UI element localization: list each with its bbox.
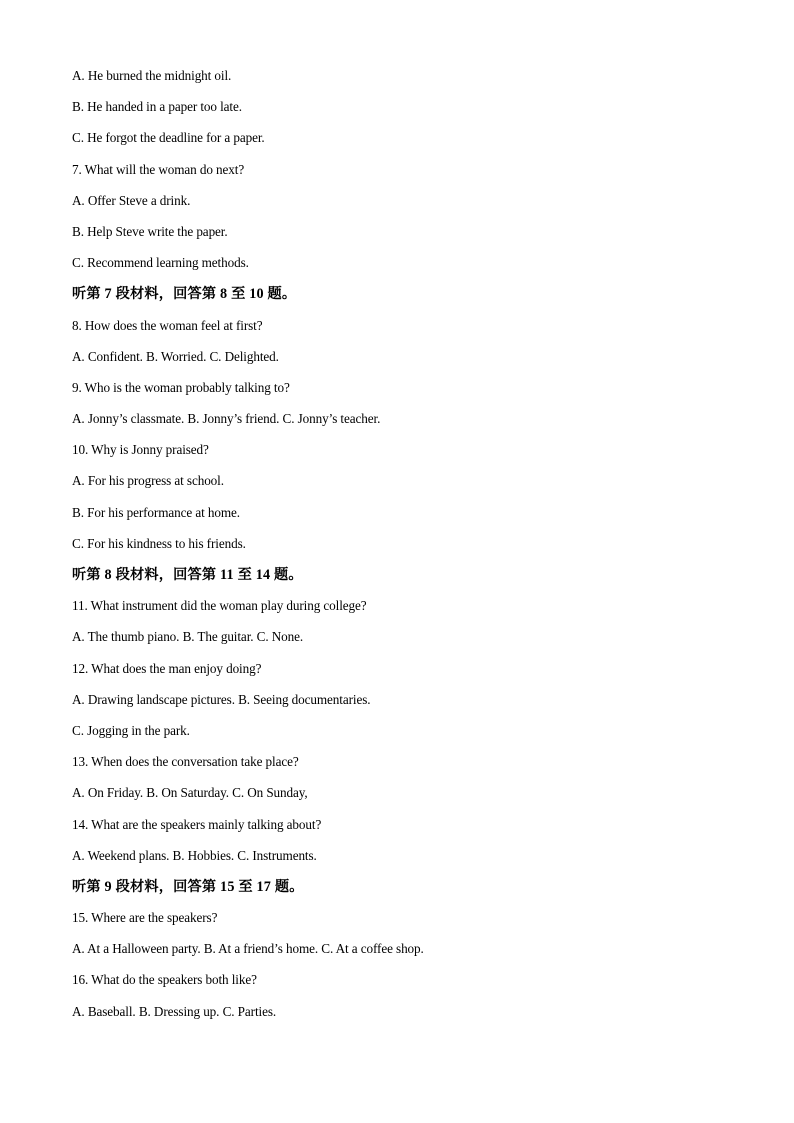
answer-options: B. For his performance at home. bbox=[72, 504, 240, 520]
question-text: 13. When does the conversation take place? bbox=[72, 754, 299, 770]
answer-options: A. Confident. B. Worried. C. Delighted. bbox=[72, 348, 279, 364]
answer-options: A. Weekend plans. B. Hobbies. C. Instruments. bbox=[72, 847, 317, 863]
answer-options: C. Jogging in the park. bbox=[72, 722, 190, 738]
answer-options: A. He burned the midnight oil. bbox=[72, 68, 232, 83]
question-text: 9. Who is the woman probably talking to? bbox=[72, 379, 290, 395]
question-list bbox=[72, 66, 752, 1033]
section-heading: 听第 9 段材料，回答第 15 至 17 题。 bbox=[72, 878, 304, 895]
question-text: 15. Where are the speakers? bbox=[72, 910, 218, 926]
answer-options: A. On Friday. B. On Saturday. C. On Sunday, bbox=[72, 785, 308, 801]
answer-options: A. At a Halloween party. B. At a friend’s home. C. At a coffee shop. bbox=[72, 941, 424, 957]
answer-options: B. He handed in a paper too late. bbox=[72, 99, 242, 115]
section-heading: 听第 8 段材料，回答第 11 至 14 题。 bbox=[72, 567, 303, 583]
question-text: 11. What instrument did the woman play during college? bbox=[72, 598, 367, 614]
answer-options: A. Offer Steve a drink. bbox=[72, 192, 191, 208]
question-text: 10. Why is Jonny praised? bbox=[72, 442, 209, 458]
section-heading: 听第 7 段材料，回答第 8 至 10 题。 bbox=[72, 286, 297, 303]
answer-options: C. Recommend learning methods. bbox=[72, 255, 249, 271]
question-text: 14. What are the speakers mainly talking about? bbox=[72, 816, 322, 832]
answer-options: C. For his kindness to his friends. bbox=[72, 535, 246, 551]
answer-options: A. Jonny’s classmate. B. Jonny’s friend. C. Jonny’s teacher. bbox=[72, 411, 381, 427]
answer-options: A. Baseball. B. Dressing up. C. Parties. bbox=[72, 1003, 277, 1019]
answer-options: A. Drawing landscape pictures. B. Seeing documentaries. bbox=[72, 691, 371, 707]
answer-options: C. He forgot the deadline for a paper. bbox=[72, 130, 265, 146]
question-text: 7. What will the woman do next? bbox=[72, 161, 245, 177]
answer-options: B. Help Steve write the paper. bbox=[72, 223, 228, 239]
question-text: 16. What do the speakers both like? bbox=[72, 972, 257, 988]
question-text: 12. What does the man enjoy doing? bbox=[72, 660, 262, 676]
answer-options: A. The thumb piano. B. The guitar. C. None. bbox=[72, 629, 304, 645]
question-text: 8. How does the woman feel at first? bbox=[72, 317, 263, 333]
answer-options: A. For his progress at school. bbox=[72, 473, 224, 489]
